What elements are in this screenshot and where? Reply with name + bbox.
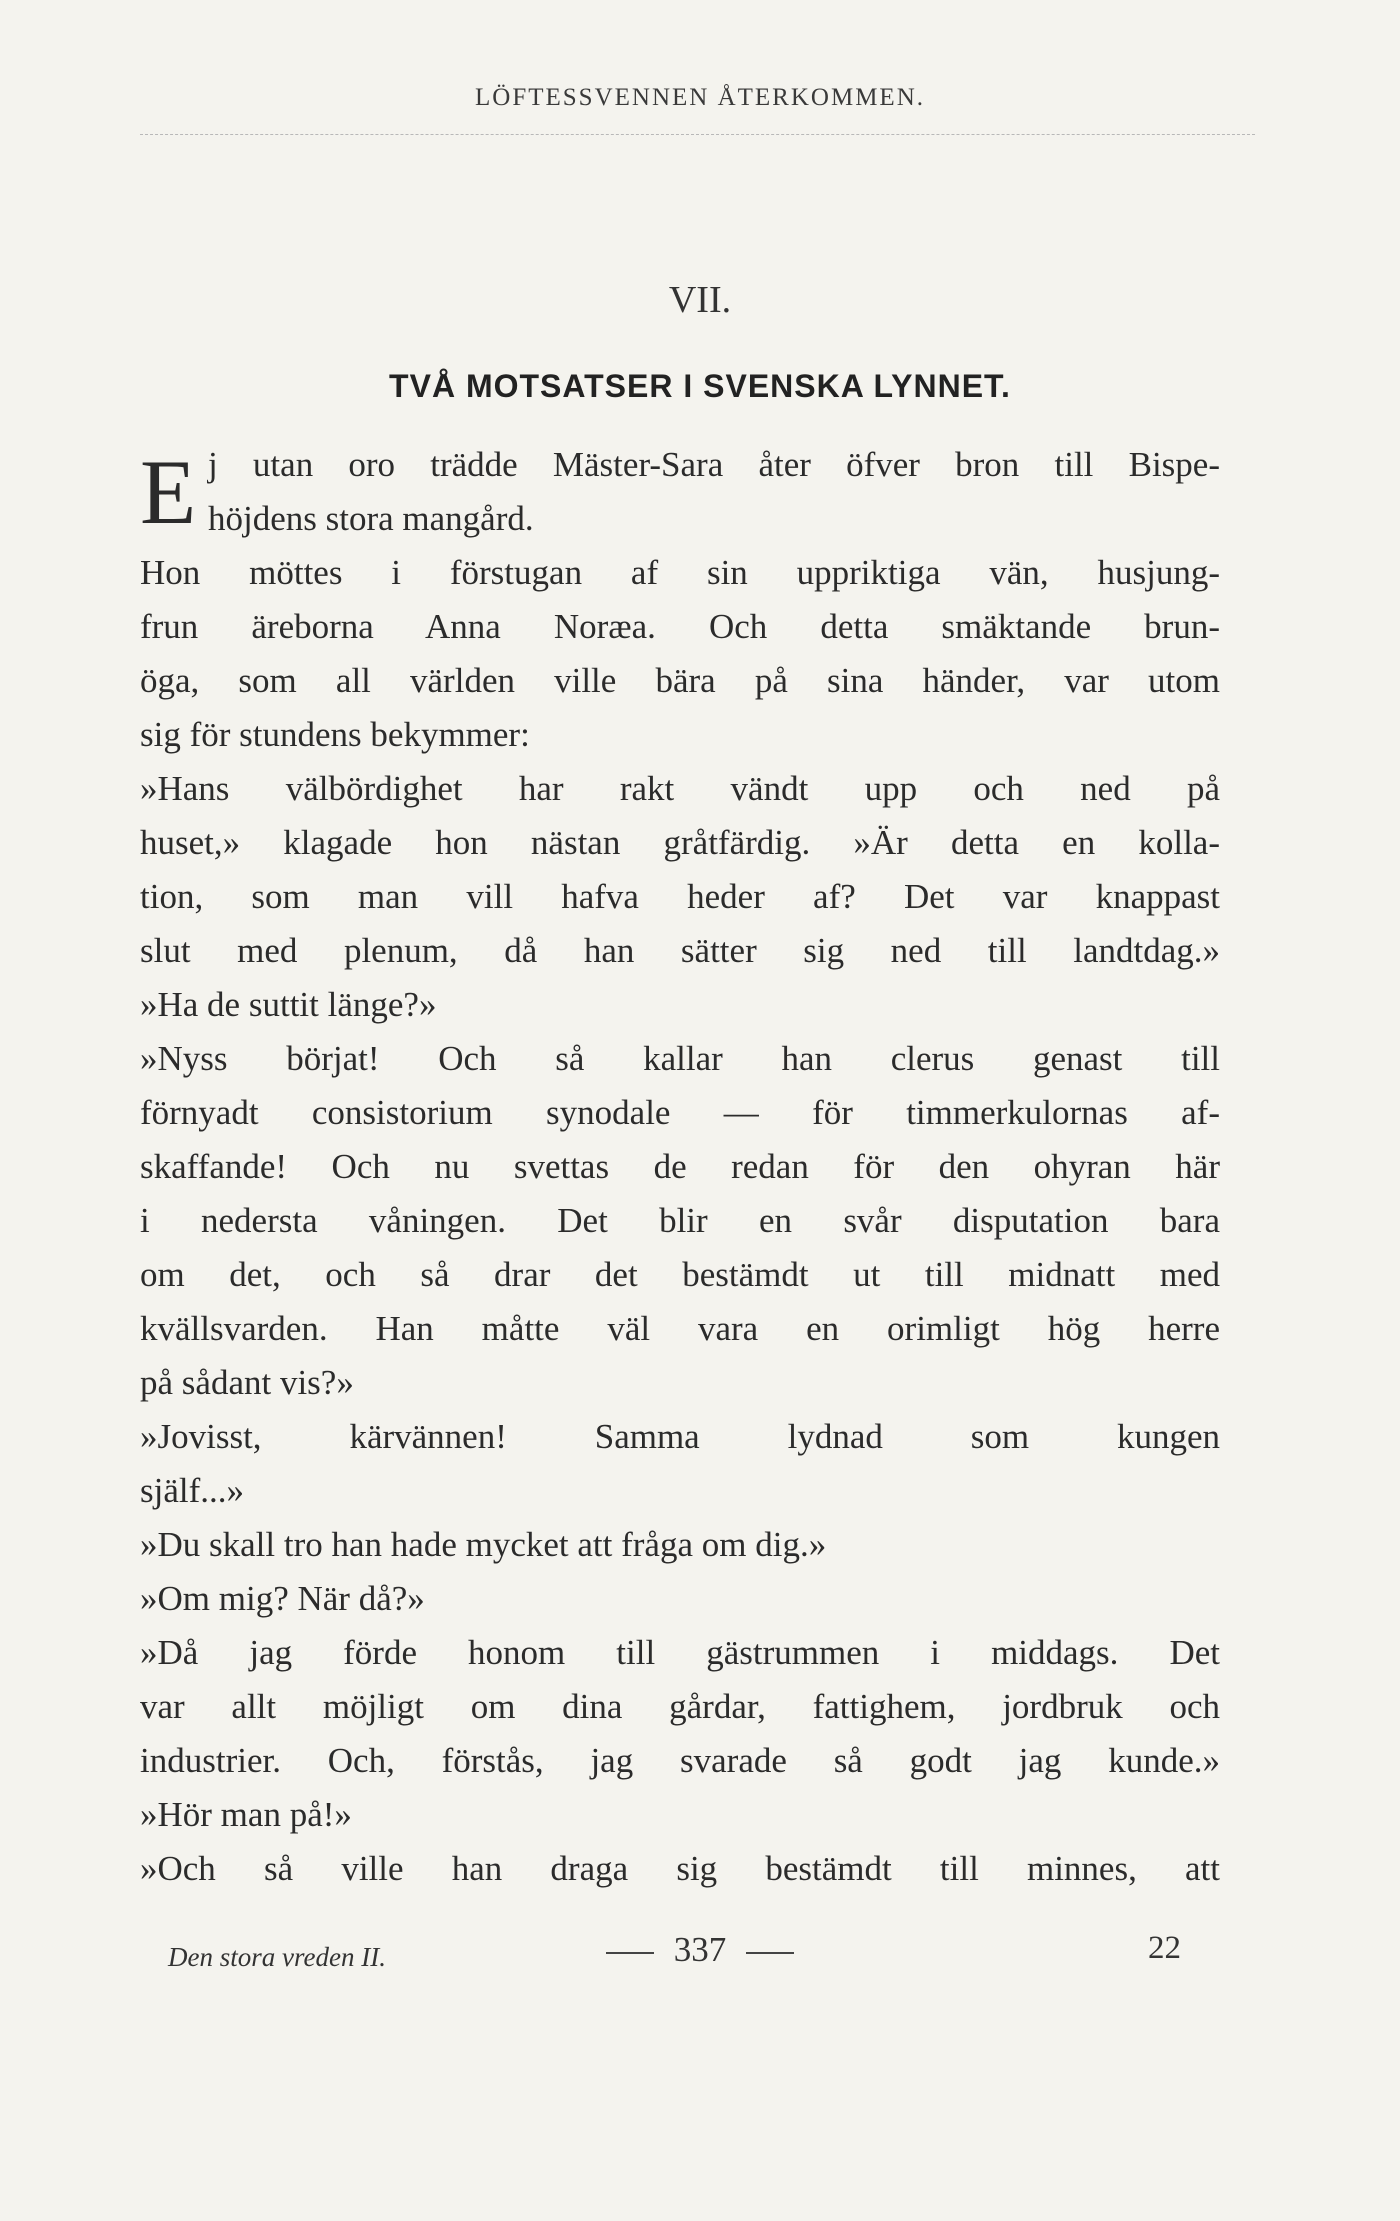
- page-number-dash-right: [746, 1952, 794, 1954]
- text-line: var allt möjligt om dina gårdar, fattighem, jordbruk och: [140, 1687, 1220, 1726]
- text-line: frun äreborna Anna Noræa. Och detta smäktande brun-: [140, 607, 1220, 646]
- text-line: »Och så ville han draga sig bestämdt till minnes, att: [140, 1849, 1220, 1888]
- drop-cap: E: [140, 441, 197, 543]
- text-line: »Hör man på!»: [140, 1795, 352, 1834]
- text-line: industrier. Och, förstås, jag svarade så godt jag kunde.»: [140, 1741, 1220, 1780]
- text-line: »Nyss börjat! Och så kallar han clerus genast till: [140, 1039, 1220, 1078]
- text-line: tion, som man vill hafva heder af? Det var knappast: [140, 877, 1220, 916]
- text-line: Hon möttes i förstugan af sin uppriktiga vän, husjung-: [140, 553, 1220, 592]
- text-line: »Jovisst, kärvännen! Samma lydnad som kungen: [140, 1417, 1220, 1456]
- text-line: »Om mig? När då?»: [140, 1579, 425, 1618]
- text-line: i nedersta våningen. Det blir en svår disputation bara: [140, 1201, 1220, 1240]
- text-line: själf...»: [140, 1471, 245, 1510]
- text-line: öga, som all världen ville bära på sina händer, var utom: [140, 661, 1220, 700]
- text-line: »Då jag förde honom till gästrummen i middags. Det: [140, 1633, 1220, 1672]
- text-line: höjdens stora mangård.: [208, 499, 534, 538]
- text-line: kvällsvarden. Han måtte väl vara en orimligt hög herre: [140, 1309, 1220, 1348]
- page-number-value: 337: [673, 1930, 727, 1969]
- text-line: på sådant vis?»: [140, 1363, 354, 1402]
- body-text: [140, 438, 1220, 1896]
- chapter-title: TVÅ MOTSATSER I SVENSKA LYNNET.: [389, 368, 1011, 404]
- text-line: »Du skall tro han hade mycket att fråga om dig.»: [140, 1525, 827, 1564]
- text-line: slut med plenum, då han sätter sig ned till landtdag.»: [140, 931, 1220, 970]
- text-line: »Hans välbördighet har rakt vändt upp och ned på: [140, 769, 1220, 808]
- text-line: sig för stundens bekymmer:: [140, 715, 530, 754]
- signature-mark: 22: [1148, 1930, 1181, 1966]
- text-line: förnyadt consistorium synodale — för timmerkulornas af-: [140, 1093, 1220, 1132]
- page-number-dash-left: [606, 1952, 654, 1954]
- text-line: j utan oro trädde Mäster-Sara åter öfver bron till Bispe-: [208, 445, 1220, 484]
- text-line: skaffande! Och nu svettas de redan för den ohyran här: [140, 1147, 1220, 1186]
- running-head: LÖFTESSVENNEN ÅTERKOMMEN.: [475, 84, 925, 111]
- page-number: [0, 1930, 1400, 1970]
- text-line: »Ha de suttit länge?»: [140, 985, 437, 1024]
- text-line: om det, och så drar det bestämdt ut till midnatt med: [140, 1255, 1220, 1294]
- footer-signature: Den stora vreden II.: [168, 1942, 386, 1972]
- chapter-number: VII.: [668, 279, 732, 321]
- text-line: huset,» klagade hon nästan gråtfärdig. »Är detta en kolla-: [140, 823, 1220, 862]
- header-rule: [140, 134, 1255, 135]
